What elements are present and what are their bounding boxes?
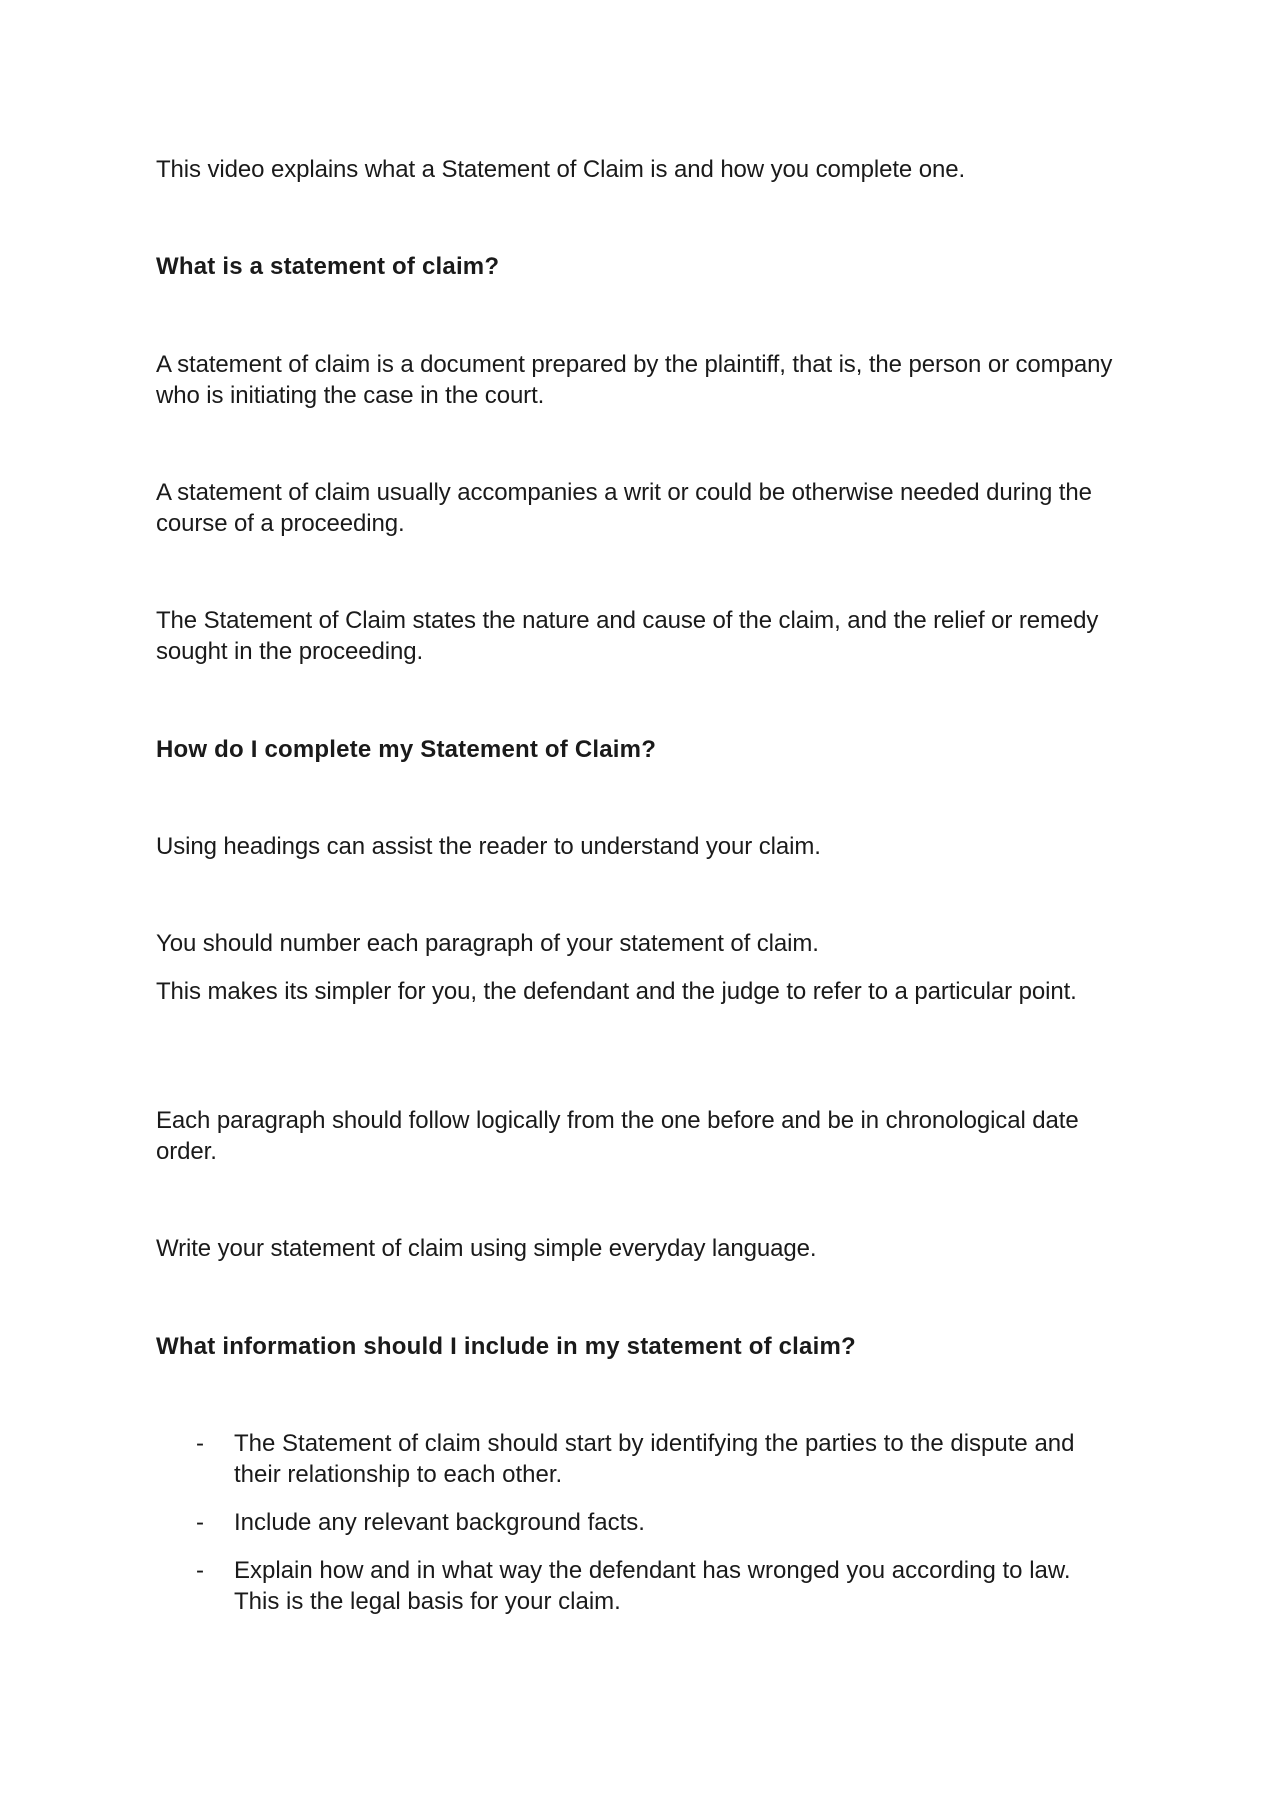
heading-how-complete: How do I complete my Statement of Claim? <box>156 736 657 763</box>
paragraph: You should number each paragraph of your statement of claim. <box>156 930 819 957</box>
paragraph: Each paragraph should follow logically from the one before and be in chronological date order. <box>156 1107 1079 1165</box>
intro-paragraph: This video explains what a Statement of Claim is and how you complete one. <box>156 156 966 183</box>
list-item <box>156 1507 1116 1538</box>
bullet-marker: - <box>196 1430 204 1457</box>
list-item <box>156 1428 1116 1490</box>
paragraph: A statement of claim usually accompanies a writ or could be otherwise needed during the course of a proceeding. <box>156 479 1092 537</box>
heading-what-is-statement: What is a statement of claim? <box>156 253 500 280</box>
paragraph: Write your statement of claim using simple everyday language. <box>156 1235 817 1262</box>
list-item-text: Include any relevant background facts. <box>234 1509 645 1536</box>
list-item <box>156 1555 1116 1617</box>
paragraph: Using headings can assist the reader to understand your claim. <box>156 833 821 860</box>
heading-what-information: What information should I include in my statement of claim? <box>156 1333 856 1360</box>
list-item-text: Explain how and in what way the defendant has wronged you according to law. This is the legal basis for your claim. <box>234 1557 1071 1615</box>
bullet-marker: - <box>196 1509 204 1536</box>
bullet-list <box>156 1428 1116 1617</box>
paragraph: A statement of claim is a document prepared by the plaintiff, that is, the person or company who is initiating the case in the court. <box>156 351 1113 409</box>
paragraph: The Statement of Claim states the nature and cause of the claim, and the relief or remedy sought in the proceeding. <box>156 607 1099 665</box>
paragraph: This makes its simpler for you, the defendant and the judge to refer to a particular point. <box>156 978 1077 1005</box>
list-item-text: The Statement of claim should start by identifying the parties to the dispute and their relationship to each other. <box>234 1430 1075 1488</box>
bullet-marker: - <box>196 1557 204 1584</box>
